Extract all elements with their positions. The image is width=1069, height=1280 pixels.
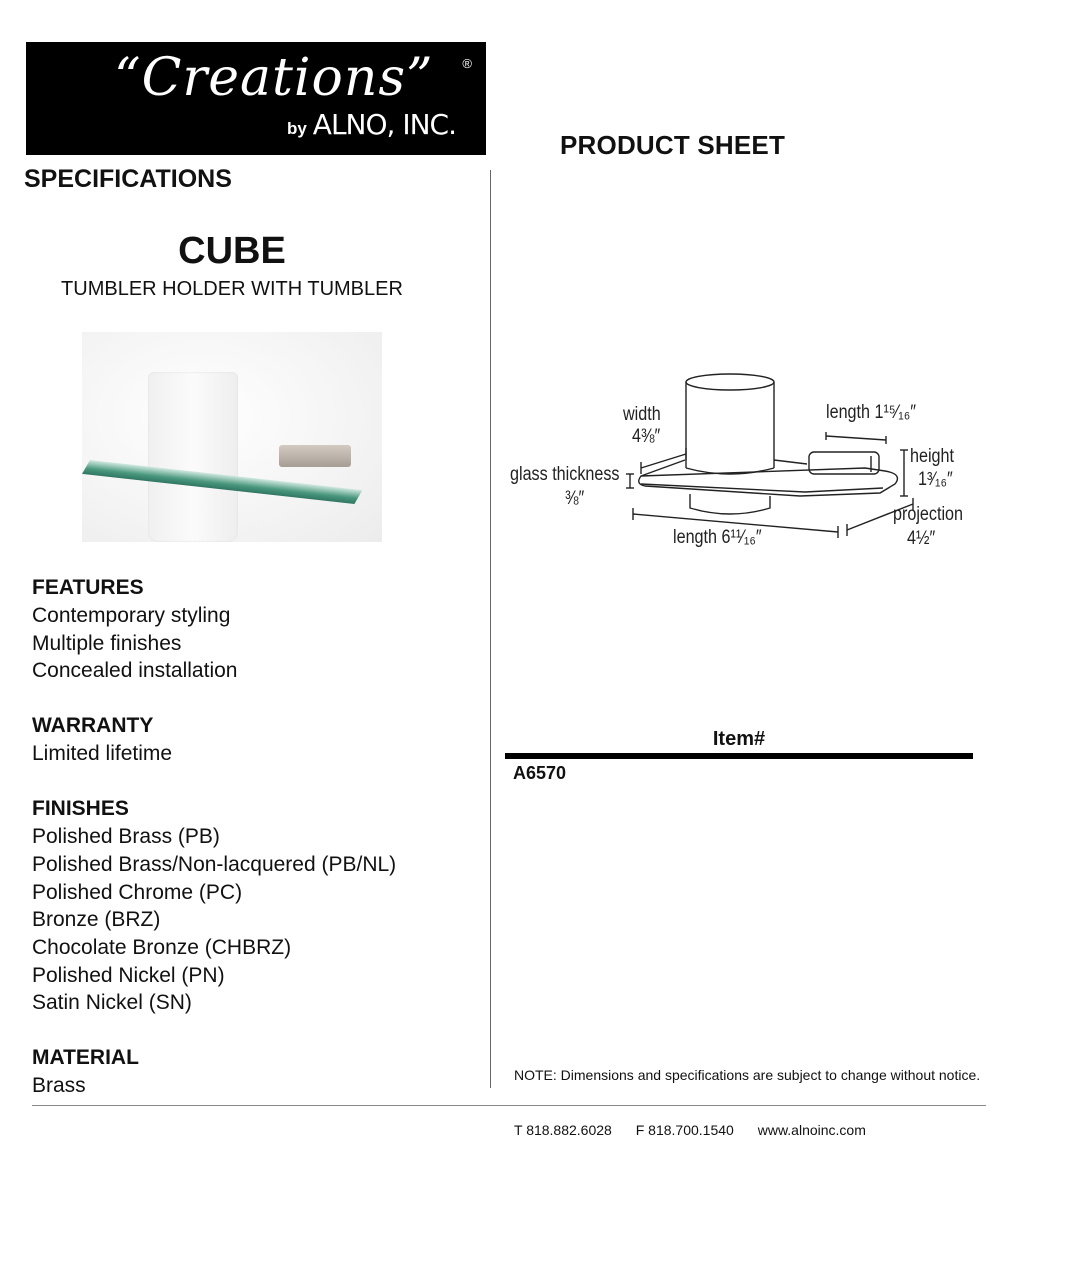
product-photo [82, 332, 382, 542]
logo-company: ALNO, INC. [312, 108, 456, 141]
material-heading: MATERIAL [32, 1046, 139, 1069]
finish-item: Bronze (BRZ) [32, 908, 161, 931]
projection-label: projection [893, 504, 964, 525]
dimension-drawing [505, 368, 985, 563]
logo-byline [287, 108, 456, 141]
finishes-heading: FINISHES [32, 797, 129, 820]
height-label: height [910, 446, 955, 467]
fax-number: F 818.700.1540 [635, 1122, 734, 1138]
finish-item: Polished Nickel (PN) [32, 964, 225, 987]
material-item: Brass [32, 1074, 86, 1097]
features-heading: FEATURES [32, 576, 144, 599]
finish-item: Chocolate Bronze (CHBRZ) [32, 936, 292, 959]
warranty-item: Limited lifetime [32, 742, 173, 765]
brand-logo [26, 42, 486, 155]
column-divider [490, 170, 491, 1088]
product-subtitle: TUMBLER HOLDER WITH TUMBLER [61, 278, 403, 300]
warranty-heading: WARRANTY [32, 714, 154, 737]
contact-info [514, 1122, 886, 1138]
product-sheet-title: PRODUCT SHEET [560, 130, 786, 160]
glass-thickness-value: ⅜″ [565, 488, 585, 509]
footer-rule [32, 1105, 986, 1106]
feature-item: Contemporary styling [32, 604, 231, 627]
wall-bracket [279, 445, 351, 467]
projection-value: 4½″ [907, 528, 936, 549]
phone-number: T 818.882.6028 [514, 1122, 612, 1138]
item-header-rule [505, 753, 973, 759]
feature-item: Concealed installation [32, 659, 238, 682]
frosted-tumbler [148, 372, 238, 542]
product-name: CUBE [178, 230, 286, 272]
disclaimer-note: NOTE: Dimensions and specifications are subject to change without notice. [514, 1067, 981, 1083]
glass-thickness-label: glass thickness [510, 464, 620, 485]
width-label: width [623, 404, 661, 425]
website-url[interactable]: www.alnoinc.com [757, 1122, 866, 1138]
length-label: length 6¹¹⁄₁₆″ [673, 527, 762, 548]
finish-item: Polished Brass/Non-lacquered (PB/NL) [32, 853, 397, 876]
height-value: 1³⁄₁₆″ [918, 469, 953, 490]
width-value: 4⅜″ [632, 426, 661, 447]
finish-item: Satin Nickel (SN) [32, 991, 192, 1014]
item-number-value: A6570 [513, 763, 567, 783]
bracket-length-label: length 1¹⁵⁄₁₆″ [826, 402, 916, 423]
logo-script-text: “Creations” [114, 48, 434, 108]
registered-mark: ® [462, 56, 472, 71]
finish-item: Polished Chrome (PC) [32, 881, 243, 904]
finish-item: Polished Brass (PB) [32, 825, 220, 848]
feature-item: Multiple finishes [32, 632, 182, 655]
logo-by-text: by [286, 119, 307, 138]
specifications-title: SPECIFICATIONS [24, 165, 232, 193]
item-number-header: Item# [712, 728, 766, 750]
